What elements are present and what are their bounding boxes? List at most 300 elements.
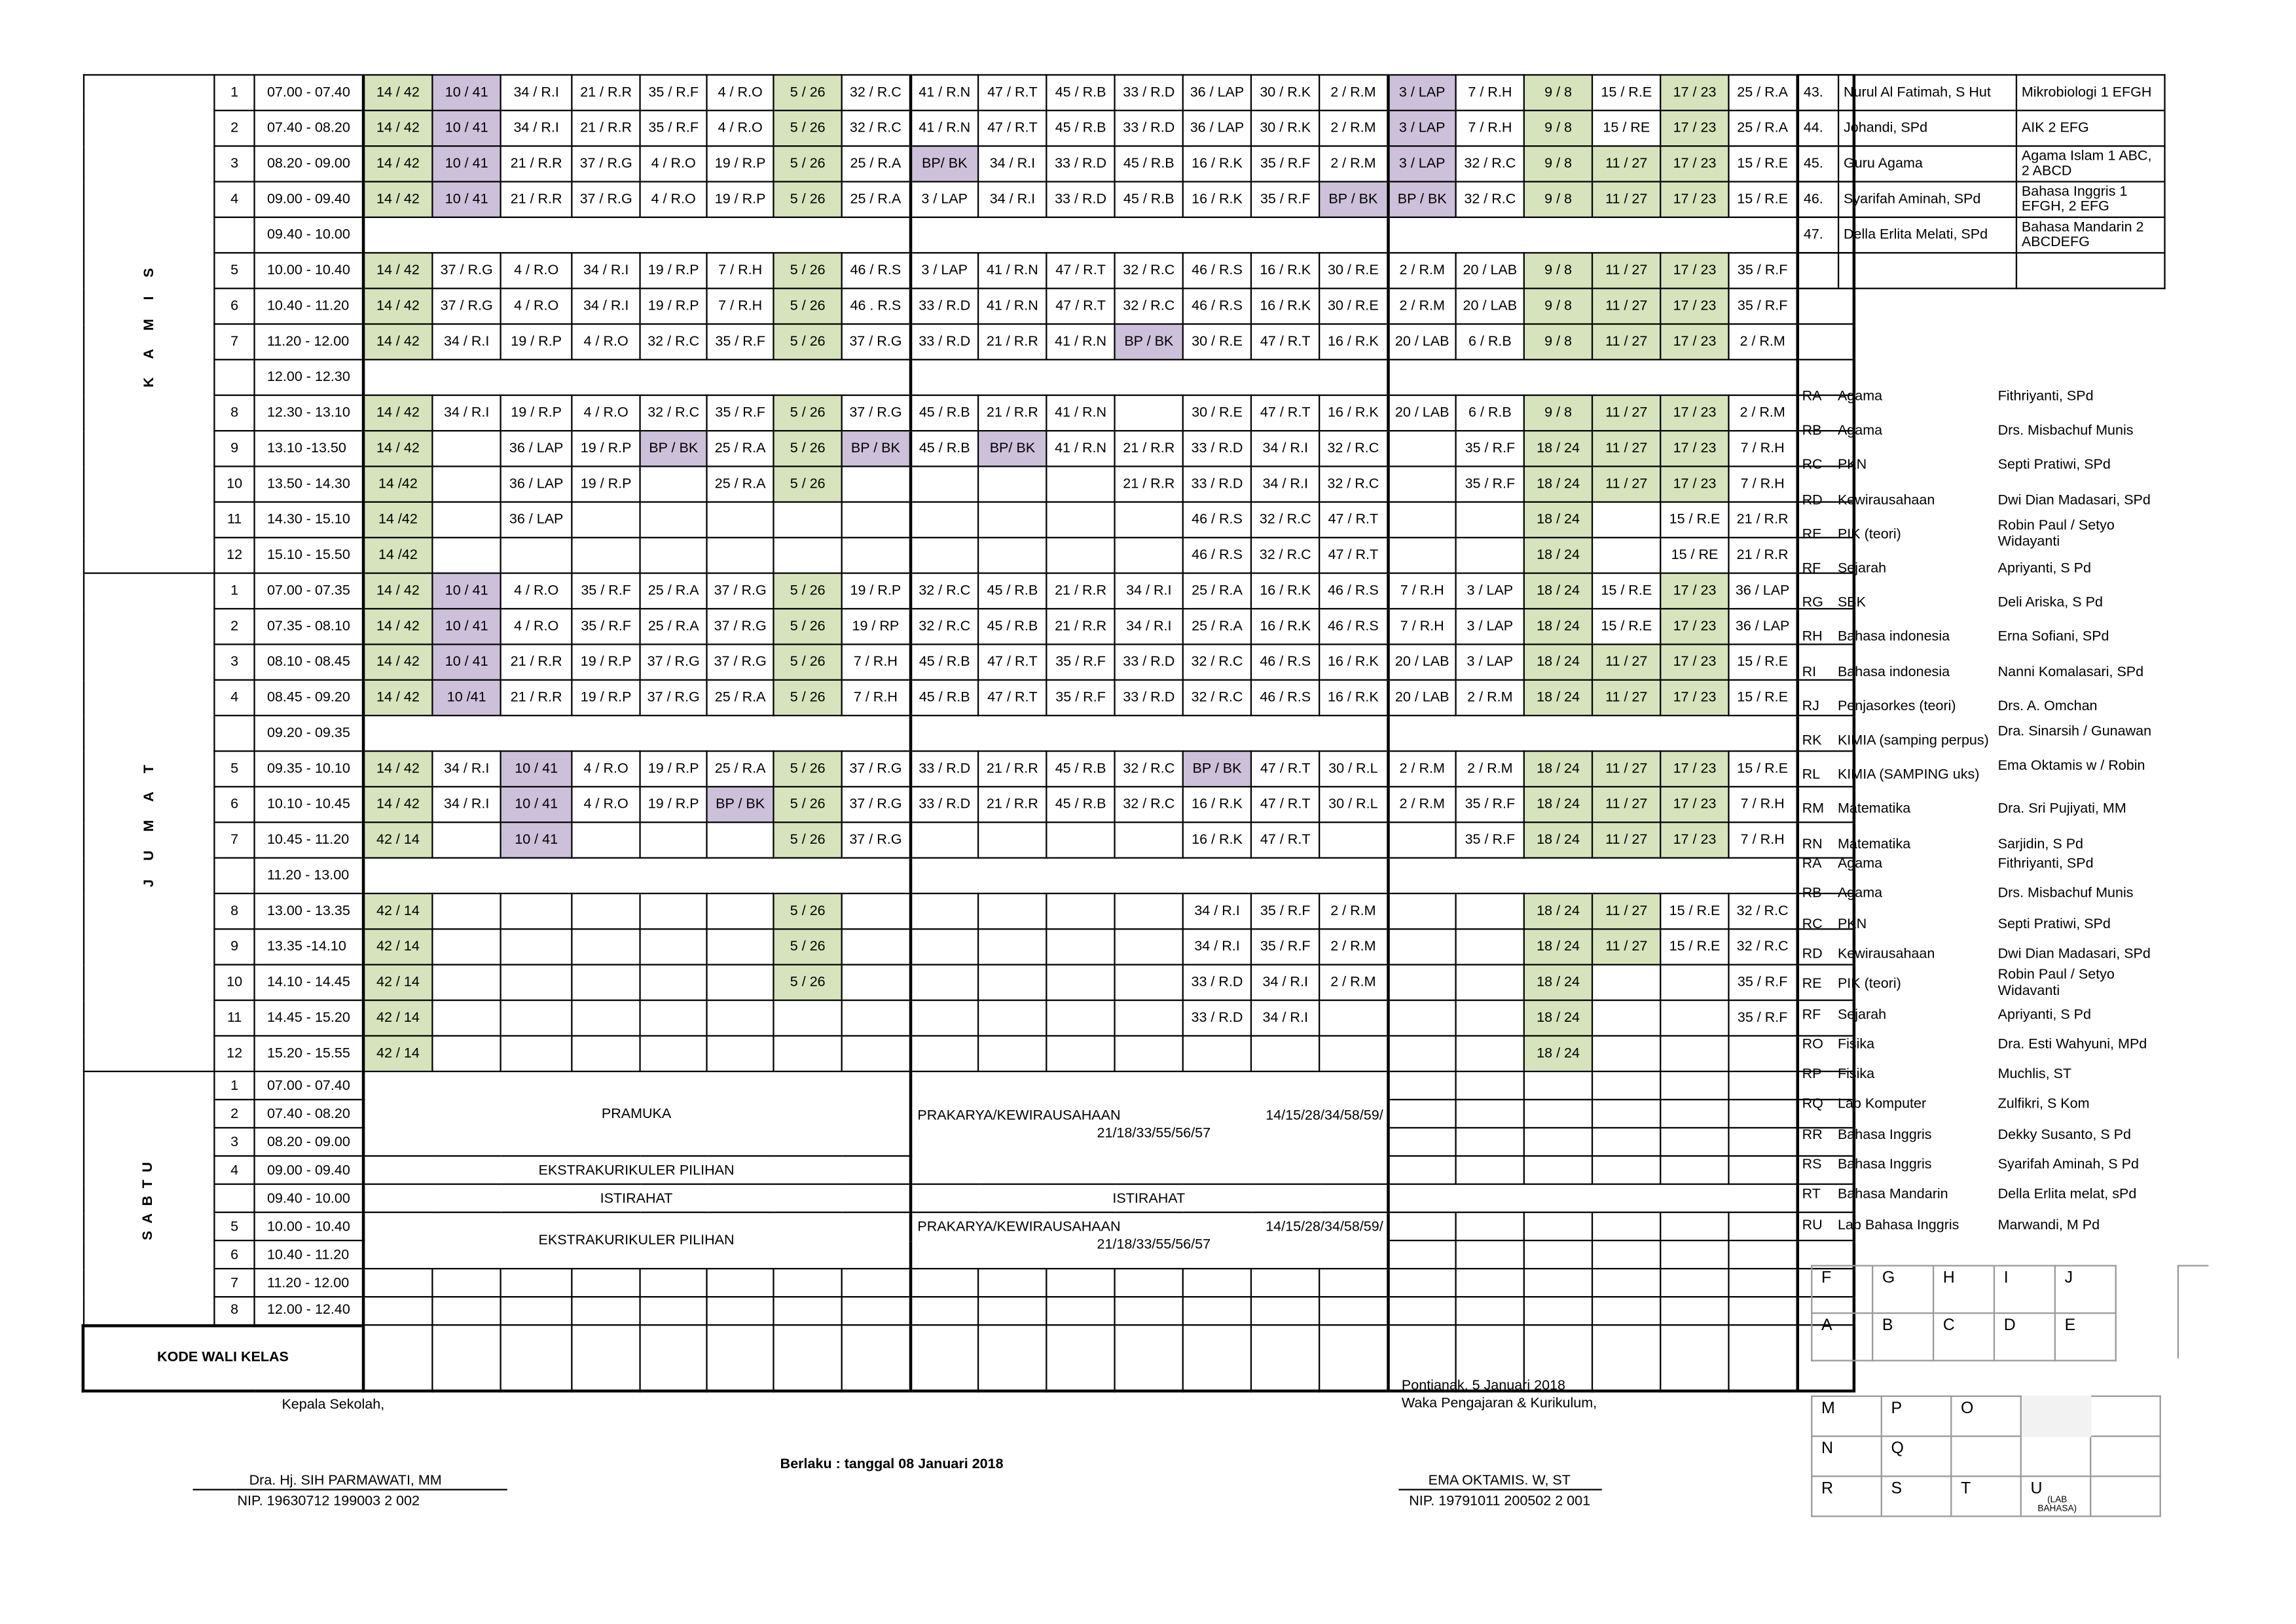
class-cell	[501, 1000, 572, 1036]
class-cell: 45 / R.B	[910, 431, 978, 466]
legend-teacher: Zulfikri, S Kom	[1997, 1096, 2090, 1113]
class-cell: 11 / 27	[1592, 253, 1660, 288]
class-cell: 4 / R.O	[501, 573, 572, 609]
legend-teacher: Robin Paul / Setyo Widavanti	[1997, 967, 2115, 1000]
class-cell	[640, 893, 707, 929]
class-cell: 2 / R.M	[1319, 146, 1387, 181]
class-cell	[978, 929, 1046, 964]
empty-room-cell	[2090, 1436, 2160, 1476]
class-cell: 10 / 41	[433, 644, 501, 679]
class-cell: 6 / R.B	[1456, 395, 1524, 431]
teacher-name: Nurul Al Fatimah, S Hut	[1838, 75, 2016, 110]
schedule-table	[82, 74, 1855, 1392]
empty-cell	[572, 1297, 640, 1325]
lab-bahasa-note: (LAB BAHASA)	[2037, 1496, 2077, 1515]
period-time: 12.00 - 12.40	[255, 1297, 363, 1325]
schedule-row	[83, 395, 1853, 431]
room-cell: U (LAB BAHASA)	[2021, 1476, 2090, 1516]
prakarya-label: PRAKARYA/KEWIRAUSAHAAN	[917, 1219, 1121, 1236]
class-cell	[842, 502, 910, 537]
class-cell: 33 / R.D	[1183, 466, 1251, 501]
class-cell: 14 / 42	[363, 573, 432, 609]
class-cell	[1046, 537, 1114, 573]
legend-subject: Bahasa indonesia	[1837, 629, 1950, 646]
legend-code: RQ	[1802, 1096, 1823, 1113]
period-time: 14.30 - 15.10	[255, 502, 363, 537]
empty-cell	[1251, 1297, 1319, 1325]
class-cell: 32 / R.C	[1115, 253, 1183, 288]
class-cell: 19 / R.P	[501, 324, 572, 359]
class-cell: 10 / 41	[501, 751, 572, 786]
class-cell: 35 / R.F	[1729, 965, 1797, 1000]
class-cell: 7 / R.H	[707, 253, 774, 288]
empty-cell	[1592, 1212, 1660, 1240]
class-cell: 32 / R.C	[1115, 751, 1183, 786]
class-cell: 20 / LAB	[1388, 680, 1456, 715]
class-cell: 16 / R.K	[1251, 289, 1319, 324]
class-cell: 30 / R.K	[1251, 75, 1319, 110]
period-number: 6	[215, 289, 255, 324]
class-cell: 3 / LAP	[1456, 644, 1524, 679]
class-cell: 34 / R.I	[1251, 466, 1319, 501]
legend-subject: Bahasa indonesia	[1837, 664, 1950, 680]
class-cell: 35 / R.F	[1251, 146, 1319, 181]
class-cell: 15 / R.E	[1660, 502, 1728, 537]
class-cell: 47 / R.T	[978, 111, 1046, 146]
teacher-name: Syarifah Aminah, SPd	[1838, 182, 2016, 217]
class-cell	[1388, 822, 1456, 857]
class-cell: 14 /42	[363, 537, 432, 573]
class-cell: 7 / R.H	[1729, 787, 1797, 822]
class-cell: 18 / 24	[1524, 965, 1592, 1000]
class-cell: 34 / R.I	[978, 146, 1046, 181]
legend-teacher: Septi Pratiwi, SPd	[1997, 457, 2111, 474]
period-number: 6	[215, 787, 255, 822]
legend-code: RD	[1802, 946, 1823, 963]
class-cell: 41 / R.N	[910, 75, 978, 110]
legend-teacher: Muchlis, ST	[1997, 1066, 2072, 1083]
empty-cell	[640, 1269, 707, 1297]
period-number: 1	[215, 573, 255, 609]
break-cell	[1388, 359, 1797, 395]
class-cell: 3 / LAP	[1388, 75, 1456, 110]
class-cell	[1729, 1036, 1797, 1071]
class-cell: 10 / 41	[501, 822, 572, 857]
break-cell	[910, 715, 1387, 751]
class-cell: 45 / R.B	[978, 573, 1046, 609]
period-number: 12	[215, 537, 255, 573]
class-cell: 33 / R.D	[1115, 75, 1183, 110]
break-cell	[910, 217, 1387, 253]
schedule-row	[83, 787, 1853, 822]
empty-cell	[842, 1269, 910, 1297]
class-cell	[640, 965, 707, 1000]
class-cell: 42 / 14	[363, 1000, 432, 1036]
class-cell	[572, 1036, 640, 1071]
class-cell	[1388, 965, 1456, 1000]
class-cell: 25 / R.A	[707, 466, 774, 501]
empty-cell	[1592, 1072, 1660, 1100]
class-cell: 45 / R.B	[1046, 787, 1114, 822]
class-cell: 4 / R.O	[572, 787, 640, 822]
class-cell: 16 / R.K	[1183, 146, 1251, 181]
period-number: 5	[215, 253, 255, 288]
class-cell: 17 / 23	[1660, 253, 1728, 288]
class-cell: 41 / R.N	[910, 111, 978, 146]
class-cell: 30 / R.L	[1319, 751, 1387, 786]
empty-cell	[1388, 1269, 1456, 1297]
class-cell	[433, 1000, 501, 1036]
class-cell: 21 / R.R	[572, 111, 640, 146]
room-cell: D	[1994, 1313, 2055, 1360]
class-cell: 32 / R.C	[1115, 787, 1183, 822]
empty-cell	[1524, 1156, 1592, 1184]
class-cell: 36 / LAP	[501, 502, 572, 537]
class-cell: 10 / 41	[433, 182, 501, 217]
class-cell	[1388, 1000, 1456, 1036]
period-time: 10.40 - 11.20	[255, 289, 363, 324]
class-cell: 18 / 24	[1524, 573, 1592, 609]
legend-code: RP	[1802, 1066, 1822, 1083]
waka-line	[1398, 1489, 1601, 1490]
class-cell: 18 / 24	[1524, 929, 1592, 964]
period-time: 11.20 - 12.00	[255, 324, 363, 359]
class-cell: 15 / R.E	[1592, 609, 1660, 644]
class-cell: 33 / R.D	[910, 324, 978, 359]
schedule-row	[83, 466, 1853, 501]
break-cell	[363, 217, 910, 253]
class-cell	[1115, 1000, 1183, 1036]
class-cell	[433, 893, 501, 929]
legend-code: RE	[1802, 526, 1822, 543]
class-cell: 20 / LAB	[1456, 289, 1524, 324]
berlaku-text: Berlaku : tanggal 08 Januari 2018	[780, 1456, 1004, 1473]
room-map-2	[1811, 1396, 2161, 1517]
room-cell: S	[1882, 1476, 1951, 1516]
class-cell: 5 / 26	[774, 573, 842, 609]
class-cell: 9 / 8	[1524, 182, 1592, 217]
class-cell: 10 / 41	[433, 609, 501, 644]
legend-subject: Bahasa Inggris	[1837, 1157, 1932, 1174]
istirahat-block-2-text: ISTIRAHAT	[1112, 1190, 1186, 1206]
schedule-row	[83, 858, 1853, 893]
day-name: K A M I S	[140, 261, 157, 388]
place-date: Pontianak, 5 Januari 2018	[1401, 1377, 1565, 1394]
schedule-row	[83, 573, 1853, 609]
period-number	[215, 858, 255, 893]
class-cell	[910, 502, 978, 537]
class-cell: 14 / 42	[363, 609, 432, 644]
class-cell: 17 / 23	[1660, 644, 1728, 679]
class-cell	[707, 1000, 774, 1036]
class-cell: 46 / R.S	[1319, 573, 1387, 609]
period-time: 11.20 - 12.00	[255, 1269, 363, 1297]
legend-teacher: Apriyanti, S Pd	[1997, 1006, 2092, 1023]
class-cell: 34 / R.I	[1183, 929, 1251, 964]
day-label-jumat	[83, 573, 215, 1072]
class-cell: 11 / 27	[1592, 680, 1660, 715]
legend-teacher: Drs. A. Omchan	[1997, 698, 2098, 715]
class-cell	[640, 1000, 707, 1036]
class-cell	[1046, 893, 1114, 929]
empty-cell	[1456, 1072, 1524, 1100]
empty-room-cell	[2021, 1396, 2090, 1436]
break-cell	[363, 858, 910, 893]
class-cell: 37 / R.G	[842, 395, 910, 431]
empty-cell	[363, 1269, 432, 1297]
legend-teacher: Nanni Komalasari, SPd	[1997, 664, 2144, 680]
class-cell: 2 / R.M	[1388, 751, 1456, 786]
class-cell	[1592, 537, 1660, 573]
room-cell: H	[1933, 1266, 1994, 1313]
class-cell: 17 / 23	[1660, 466, 1728, 501]
class-cell: 11 / 27	[1592, 182, 1660, 217]
period-number: 10	[215, 466, 255, 501]
empty-cell	[1592, 1100, 1660, 1128]
class-cell	[572, 1000, 640, 1036]
class-cell: 14 / 42	[363, 146, 432, 181]
period-time: 07.00 - 07.35	[255, 573, 363, 609]
teacher-subject: Bahasa Mandarin 2 ABCDEFG	[2016, 217, 2165, 253]
class-cell: 20 / LAB	[1388, 644, 1456, 679]
class-cell: 14 / 42	[363, 111, 432, 146]
class-cell: 33 / R.D	[1046, 182, 1114, 217]
empty-cell	[501, 1297, 572, 1325]
room-row	[1812, 1313, 2115, 1360]
class-cell	[1456, 537, 1524, 573]
legend-subject: Agama	[1837, 886, 1883, 903]
class-cell: 34 / R.I	[572, 289, 640, 324]
class-cell	[910, 965, 978, 1000]
class-cell	[1046, 822, 1114, 857]
teacher-name: Della Erlita Melati, SPd	[1838, 217, 2016, 253]
class-cell	[978, 1000, 1046, 1036]
empty-cell	[910, 1269, 978, 1297]
waka-name: EMA OKTAMIS. W, ST	[1428, 1472, 1571, 1489]
class-cell: 2 / R.M	[1319, 929, 1387, 964]
class-cell: 19 / R.P	[501, 395, 572, 431]
class-cell	[1592, 1036, 1660, 1071]
class-cell: 14 / 42	[363, 182, 432, 217]
period-time: 09.20 - 09.35	[255, 715, 363, 751]
legend-code: RF	[1802, 1006, 1821, 1023]
class-cell	[1660, 965, 1728, 1000]
class-cell	[501, 893, 572, 929]
class-cell: 2 / R.M	[1319, 965, 1387, 1000]
period-number	[215, 1184, 255, 1212]
class-cell	[433, 466, 501, 501]
period-time: 07.40 - 08.20	[255, 111, 363, 146]
period-time: 13.50 - 14.30	[255, 466, 363, 501]
class-cell: 32 / R.C	[640, 324, 707, 359]
class-cell: 19 / R.P	[640, 253, 707, 288]
break-cell	[363, 715, 910, 751]
class-cell: 47 / R.T	[1251, 751, 1319, 786]
empty-cell	[1456, 1212, 1524, 1240]
class-cell: 35 / R.F	[1251, 182, 1319, 217]
class-cell: 35 / R.F	[1046, 644, 1114, 679]
class-cell	[433, 929, 501, 964]
empty-cell	[978, 1297, 1046, 1325]
class-cell: 34 / R.I	[501, 111, 572, 146]
class-cell: 10 / 41	[433, 75, 501, 110]
class-cell: 7 / R.H	[1729, 822, 1797, 857]
class-cell: 5 / 26	[774, 395, 842, 431]
legend-teacher: Dra. Esti Wahyuni, MPd	[1997, 1036, 2147, 1053]
class-cell: 47 / R.T	[978, 75, 1046, 110]
class-cell: 33 / R.D	[910, 751, 978, 786]
class-cell: 45 / R.B	[978, 609, 1046, 644]
class-cell: 45 / R.B	[1115, 182, 1183, 217]
class-cell: 47 / R.T	[978, 680, 1046, 715]
class-cell: 10 / 41	[433, 111, 501, 146]
class-cell: 46 / R.S	[1183, 289, 1251, 324]
class-cell: 7 / R.H	[842, 644, 910, 679]
empty-cell	[1524, 1072, 1592, 1100]
class-cell: 34 / R.I	[1115, 609, 1183, 644]
class-cell: 11 / 27	[1592, 822, 1660, 857]
class-cell: 16 / R.K	[1183, 822, 1251, 857]
legend-code: RL	[1802, 767, 1821, 784]
class-cell: 21 / R.R	[1115, 466, 1183, 501]
class-cell: 41 / R.N	[978, 253, 1046, 288]
class-cell: 45 / R.B	[1046, 75, 1114, 110]
legend-teacher: Ema Oktamis w / Robin	[1997, 758, 2145, 775]
class-cell: 42 / 14	[363, 929, 432, 964]
kepala-label: Kepala Sekolah,	[282, 1397, 385, 1414]
period-time: 13.35 -14.10	[255, 929, 363, 964]
legend-code: RG	[1802, 594, 1823, 611]
legend-teacher: Sarjidin, S Pd	[1997, 835, 2084, 852]
kepala-nip: NIP. 19630712 199003 2 002	[237, 1493, 420, 1510]
period-time: 10.00 - 10.40	[255, 253, 363, 288]
legend-subject: Lab Komputer	[1837, 1096, 1927, 1113]
class-cell	[1319, 1036, 1387, 1071]
teacher-no: 43.	[1798, 75, 1838, 110]
room-cell: B	[1872, 1313, 1933, 1360]
period-number: 1	[215, 75, 255, 110]
class-cell: 45 / R.B	[1115, 146, 1183, 181]
legend-code: RK	[1802, 732, 1822, 749]
room-cell: A	[1812, 1313, 1872, 1360]
period-time: 07.35 - 08.10	[255, 609, 363, 644]
class-cell: 25 / R.A	[1183, 609, 1251, 644]
class-cell: 30 / R.E	[1319, 289, 1387, 324]
schedule-row	[83, 1036, 1853, 1071]
period-time: 14.45 - 15.20	[255, 1000, 363, 1036]
empty-cell	[1456, 1100, 1524, 1128]
period-number: 11	[215, 1000, 255, 1036]
class-cell: BP / BK	[1319, 182, 1387, 217]
class-cell: 35 / R.F	[1456, 466, 1524, 501]
class-cell: 34 / R.I	[978, 182, 1046, 217]
class-cell	[1115, 929, 1183, 964]
break-cell	[1388, 858, 1797, 893]
period-number: 12	[215, 1036, 255, 1071]
class-cell: 35 / R.F	[572, 573, 640, 609]
empty-cell	[1388, 1212, 1456, 1240]
teacher-row	[1798, 253, 2165, 288]
schedule-row	[83, 1212, 1853, 1240]
class-cell	[640, 502, 707, 537]
class-cell: 18 / 24	[1524, 751, 1592, 786]
class-cell: 21 / R.R	[978, 395, 1046, 431]
teacher-name: Guru Agama	[1838, 146, 2016, 181]
class-cell	[501, 965, 572, 1000]
class-cell: 46 / R.S	[1183, 253, 1251, 288]
empty-cell	[433, 1297, 501, 1325]
kode-wali-cell	[842, 1325, 910, 1390]
teacher-row	[1798, 75, 2165, 110]
class-cell	[1115, 537, 1183, 573]
class-cell: 46 / R.S	[1319, 609, 1387, 644]
class-cell: 15 / R.E	[1660, 893, 1728, 929]
class-cell: 37 / R.G	[707, 573, 774, 609]
class-cell: 47 / R.T	[1319, 537, 1387, 573]
class-cell: 37 / R.G	[433, 289, 501, 324]
class-cell: 45 / R.B	[910, 395, 978, 431]
schedule-row	[83, 502, 1853, 537]
legend-teacher: Dekky Susanto, S Pd	[1997, 1127, 2132, 1143]
class-cell: 17 / 23	[1660, 75, 1728, 110]
class-cell: 5 / 26	[774, 431, 842, 466]
class-cell	[433, 431, 501, 466]
class-cell: 21 / R.R	[978, 751, 1046, 786]
class-cell: 7 / R.H	[1729, 431, 1797, 466]
class-cell: 5 / 26	[774, 644, 842, 679]
schedule-row	[83, 929, 1853, 964]
prakarya-block-2	[910, 1212, 1387, 1269]
kode-wali-cell	[978, 1325, 1046, 1390]
class-cell: 14 / 42	[363, 289, 432, 324]
class-cell	[910, 1036, 978, 1071]
kode-wali-cell	[910, 1325, 978, 1390]
class-cell: 14 / 42	[363, 644, 432, 679]
legend-subject: SBK	[1837, 594, 1867, 611]
spacer-cell	[1797, 324, 1853, 359]
class-cell: 10 / 41	[433, 146, 501, 181]
teacher-row	[1798, 217, 2165, 253]
class-cell	[572, 965, 640, 1000]
empty-cell	[1729, 1212, 1797, 1240]
class-cell: 32 / R.C	[842, 75, 910, 110]
period-time: 15.20 - 15.55	[255, 1036, 363, 1071]
class-cell: 32 / R.C	[910, 609, 978, 644]
schedule-row	[83, 537, 1853, 573]
class-cell: 14 / 42	[363, 431, 432, 466]
class-cell: 16 / R.K	[1251, 573, 1319, 609]
class-cell: 11 / 27	[1592, 787, 1660, 822]
schedule-row	[83, 893, 1853, 929]
room-cell: F	[1812, 1266, 1872, 1313]
legend-teacher: Della Erlita melat, sPd	[1997, 1187, 2137, 1203]
period-time: 08.10 - 08.45	[255, 644, 363, 679]
empty-cell	[774, 1269, 842, 1297]
class-cell: 32 / R.C	[910, 573, 978, 609]
class-cell: 21 / R.R	[501, 182, 572, 217]
period-time: 15.10 - 15.50	[255, 537, 363, 573]
empty-cell	[1729, 1156, 1797, 1184]
class-cell: 46 / R.S	[842, 253, 910, 288]
period-number: 1	[215, 1072, 255, 1100]
class-cell	[910, 466, 978, 501]
legend-teacher: Septi Pratiwi, SPd	[1997, 916, 2111, 933]
class-cell: 36 / LAP	[1729, 573, 1797, 609]
class-cell: 4 / R.O	[501, 609, 572, 644]
schedule-row	[83, 431, 1853, 466]
class-cell	[842, 1000, 910, 1036]
schedule-row	[83, 609, 1853, 644]
